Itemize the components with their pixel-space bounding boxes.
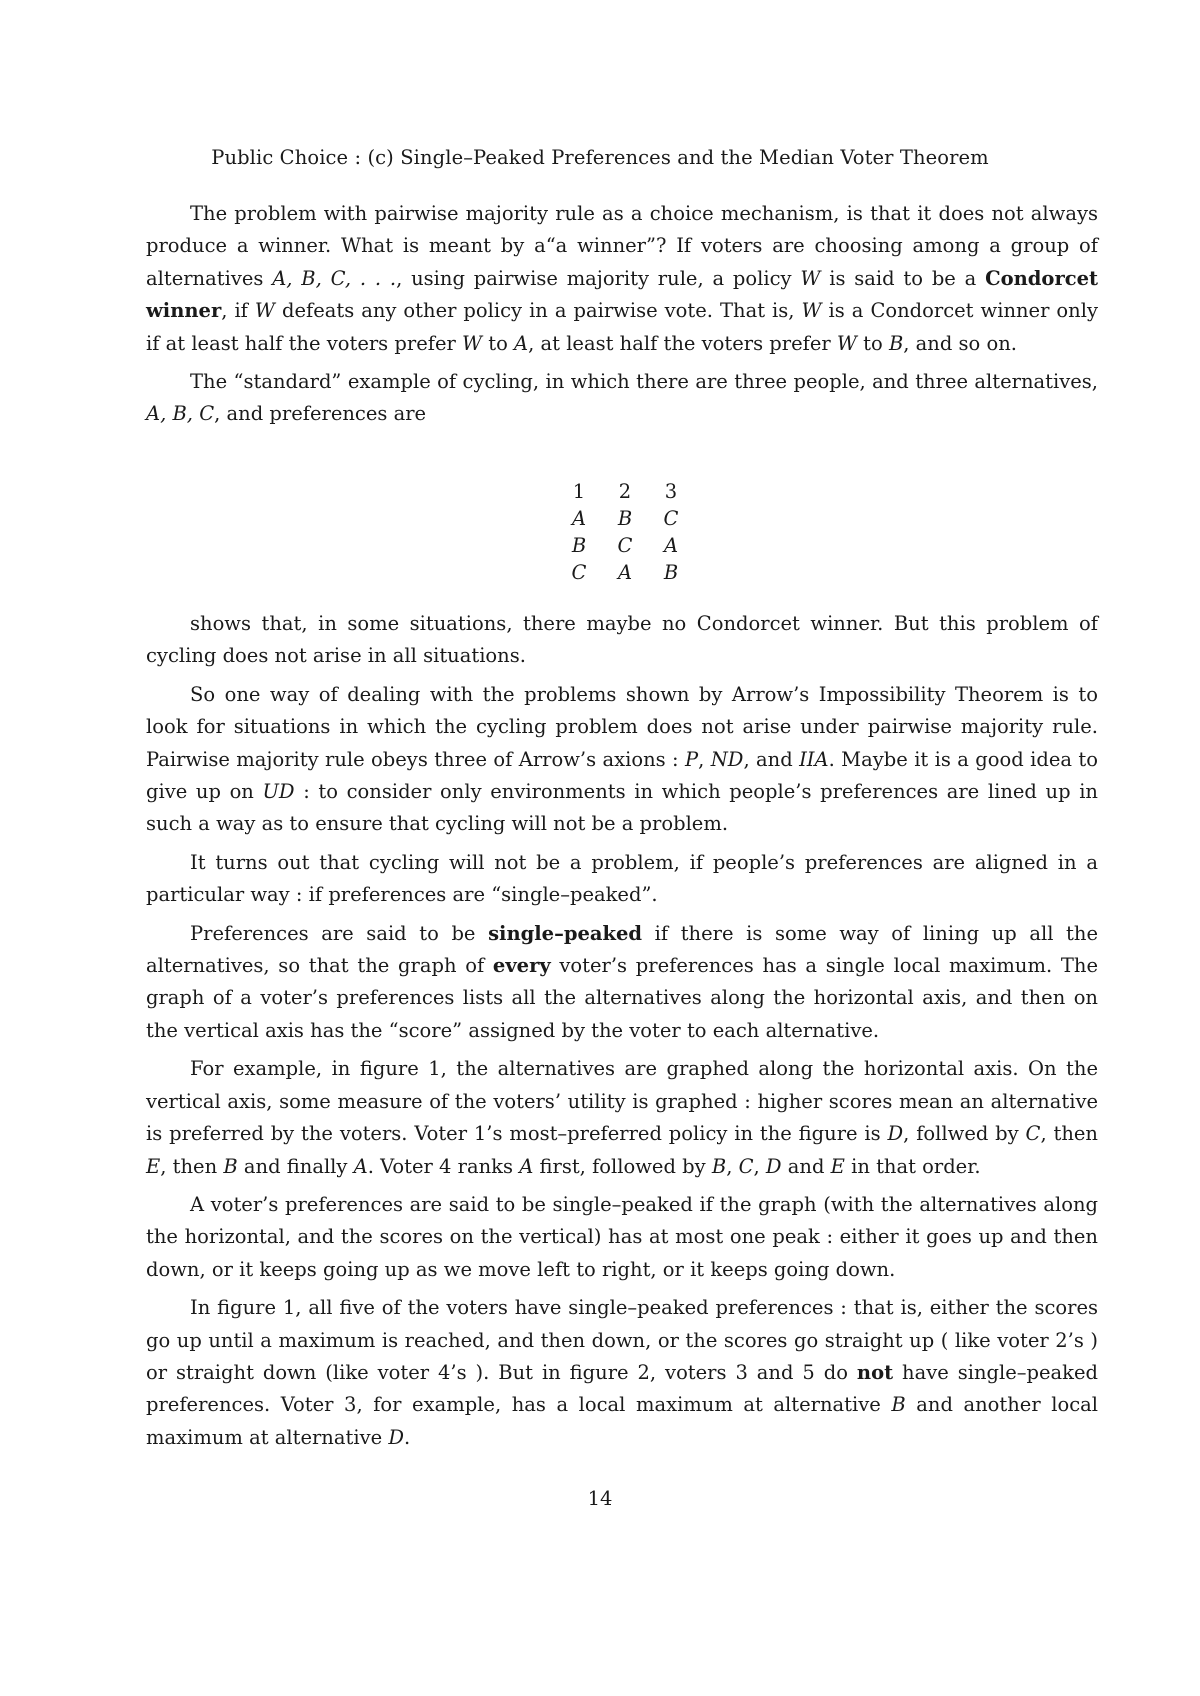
paragraph-condorcet: The problem with pairwise majority rule as a choice mechanism, is that it does not always produce a winner. What is meant by a“a winner”? If voters are choosing among a group of alternatives A, B, C, . . ., using pairwise majority rule, a policy W is said to be a Condorcet winner, if W defeats any other policy in a pairwise vote. That is, W is a Condorcet winner only if at least half the voters prefer W to A, at least half the voters prefer W to B, and so on. bbox=[146, 202, 1098, 355]
table-cell: C bbox=[663, 507, 679, 530]
table-cell: A bbox=[617, 561, 633, 584]
preference-table bbox=[556, 478, 694, 586]
table-cell: C bbox=[617, 534, 633, 557]
table-row bbox=[556, 559, 694, 586]
paragraph-standard-example: The “standard” example of cycling, in which there are three people, and three alternatives, A, B, C, and preferences are bbox=[146, 370, 1098, 426]
paragraph-no-winner: shows that, in some situations, there maybe no Condorcet winner. But this problem of cycling does not arise in all situations. bbox=[146, 612, 1098, 668]
paragraph-figure-1: For example, in figure 1, the alternatives are graphed along the horizontal axis. On the vertical axis, some measure of the voters’ utility is graphed : higher scores mean an alternative is preferred by the voters. Voter 1’s most–preferred policy in the figure is D, follwed by C, then E, then B and finally A. Voter 4 ranks A first, followed by B, C, D and E in that order. bbox=[146, 1057, 1098, 1178]
table-cell: B bbox=[663, 561, 679, 584]
paragraph-single-peaked-intro: It turns out that cycling will not be a problem, if people’s preferences are aligned in a particular way : if preferences are “single–peaked”. bbox=[146, 850, 1098, 907]
table-cell: B bbox=[617, 507, 633, 530]
table-cell: A bbox=[571, 507, 587, 530]
table-row bbox=[556, 532, 694, 559]
body-text-continued bbox=[146, 608, 1098, 1454]
term-condorcet-winner: Condorcet winner bbox=[146, 266, 1098, 323]
table-cell: B bbox=[571, 534, 587, 557]
voter-header: 3 bbox=[664, 480, 678, 503]
table-row bbox=[556, 505, 694, 532]
page-title: Public Choice : (c) Single–Peaked Preferences and the Median Voter Theorem bbox=[211, 146, 989, 169]
body-text bbox=[146, 198, 1098, 431]
paragraph-figure-2: In figure 1, all five of the voters have single–peaked preferences : that is, either the scores go up until a maximum is reached, and then down, or the scores go straight up ( like voter 2’s ) or straight down (like voter 4’s ). But in figure 2, voters 3 and 5 do not have single–peaked preferences. Voter 3, for example, has a local maximum at alternative B and another local maximum at alternative D. bbox=[146, 1296, 1099, 1449]
page-number: 14 bbox=[587, 1487, 613, 1510]
term-single-peaked: single–peaked bbox=[488, 921, 643, 945]
table-cell: C bbox=[571, 561, 587, 584]
table-cell: A bbox=[663, 534, 679, 557]
paragraph-peak-definition: A voter’s preferences are said to be single–peaked if the graph (with the alternatives along the horizontal, and the scores on the vertical) has at most one peak : either it goes up and then down, or it keeps going up as we move left to right, or it keeps going down. bbox=[146, 1192, 1098, 1281]
paragraph-definition: Preferences are said to be single–peaked if there is some way of lining up all the alternatives, so that the graph of every voter’s preferences has a single local maximum. The graph of a voter’s preferences lists all the alternatives along the horizontal axis, and then on the vertical axis has the “score” assigned by the voter to each alternative. bbox=[146, 921, 1098, 1042]
table-header-row bbox=[556, 478, 694, 505]
voter-header: 2 bbox=[618, 480, 632, 503]
voter-header: 1 bbox=[572, 480, 586, 503]
paragraph-arrow: So one way of dealing with the problems shown by Arrow’s Impossibility Theorem is to look for situations in which the cycling problem does not arise under pairwise majority rule. Pairwise majority rule obeys three of Arrow’s axions : P, ND, and IIA. Maybe it is a good idea to give up on UD : to consider only environments in which people’s preferences are lined up in such a way as to ensure that cycling will not be a problem. bbox=[146, 682, 1098, 836]
term-not: not bbox=[856, 1360, 894, 1384]
term-every: every bbox=[492, 954, 551, 978]
